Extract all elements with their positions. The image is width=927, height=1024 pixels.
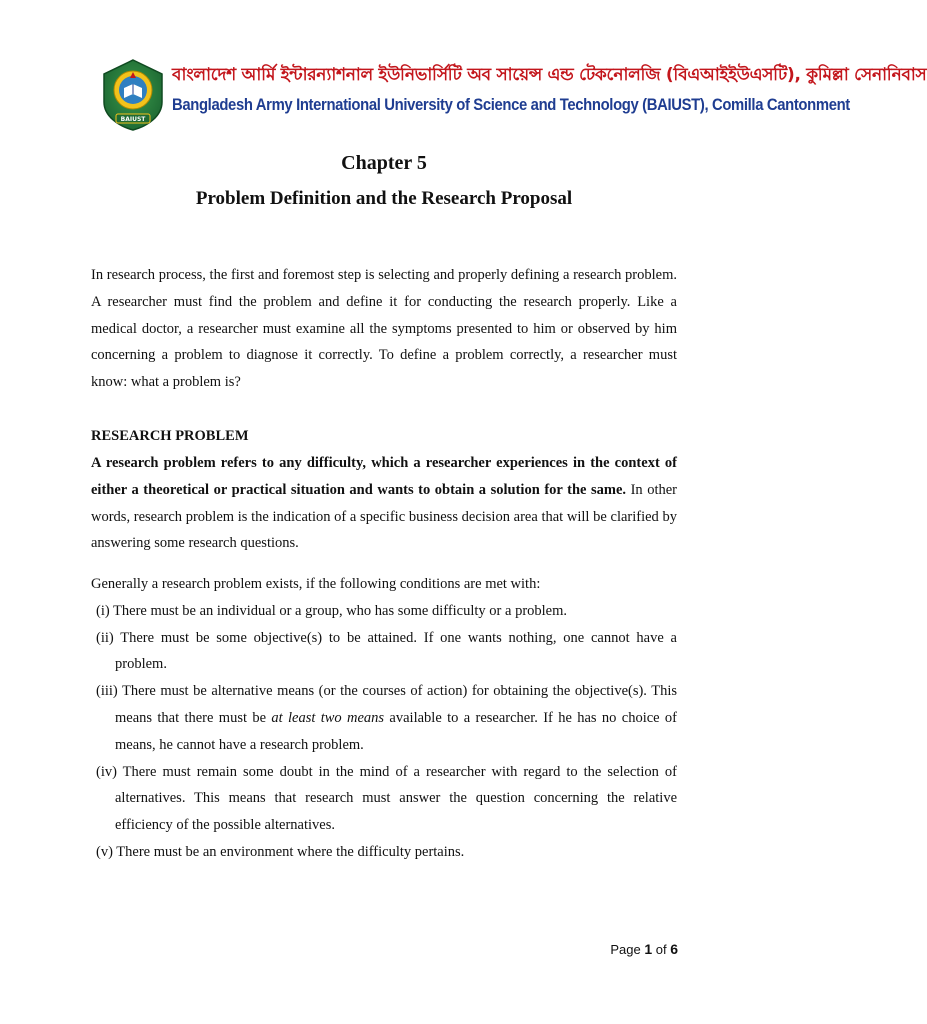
- intro-paragraph: In research process, the first and foremost step is selecting and properly defining a research problem. A researcher must find the problem and define it for conducting the research properly. Like a medical doctor, a researcher must examine all the symptoms presented to him or observed by him concerning a problem to diagnose it correctly. To define a problem correctly, a researcher must know: what a problem is?: [91, 267, 677, 391]
- definition-rest-text: In other words, research problem is the indication of a specific business decision area that will be clarified by answering some research questions.: [91, 481, 677, 552]
- conditions-lead: Generally a research problem exists, if the following conditions are met with:: [91, 576, 541, 592]
- condition-emphasis: at least two means: [271, 709, 385, 726]
- conditions-section: [91, 571, 677, 866]
- page-of-label: of: [655, 942, 667, 957]
- page-current: 1: [644, 941, 653, 957]
- chapter-heading: Chapter 5: [341, 152, 427, 174]
- page-number: [560, 941, 678, 957]
- header-title-bangla: বাংলাদেশ আর্মি ইন্টারন্যাশনাল ইউনিভার্সিটি অব সায়েন্স এন্ড টেকনোলজি (বিএআইইউএসটি), কুমিল্লা সেনানিবাস: [172, 65, 927, 85]
- page-label: Page: [610, 942, 641, 957]
- conditions-list: [91, 598, 677, 866]
- header-title-english: Bangladesh Army International University of Science and Technology (BAIUST), Comilla Cantonment: [172, 96, 850, 114]
- logo-label: BAIUST: [120, 116, 146, 123]
- research-problem-definition: [91, 450, 677, 557]
- condition-item: (ii) There must be some objective(s) to be attained. If one wants nothing, one cannot have a problem.: [96, 629, 677, 673]
- condition-item: (i) There must be an individual or a group, who has some difficulty or a problem.: [96, 602, 568, 619]
- condition-item: [91, 678, 677, 758]
- definition-bold-text: A research problem refers to any difficulty, which a researcher experiences in the context of either a theoretical or practical situation and wants to obtain a solution for the same.: [91, 455, 677, 498]
- condition-text-pre: (iii) There must be alternative means (or the courses of action) for obtaining the objective(s). This means that there must be: [96, 683, 677, 726]
- condition-item: (iv) There must remain some doubt in the mind of a researcher with regard to the selection of alternatives. This means that research must answer the question concerning the relative efficiency of the possible alternatives.: [96, 763, 677, 834]
- university-header: [100, 58, 927, 136]
- chapter-title: Problem Definition and the Research Proposal: [195, 188, 573, 209]
- condition-text-post: available to a researcher. If he has no choice of means, he cannot have a research problem.: [115, 709, 678, 753]
- page-total: 6: [670, 941, 678, 957]
- condition-item: (v) There must be an environment where the difficulty pertains.: [96, 843, 465, 860]
- section-heading-research-problem: RESEARCH PROBLEM: [91, 428, 249, 444]
- university-logo: [100, 58, 166, 132]
